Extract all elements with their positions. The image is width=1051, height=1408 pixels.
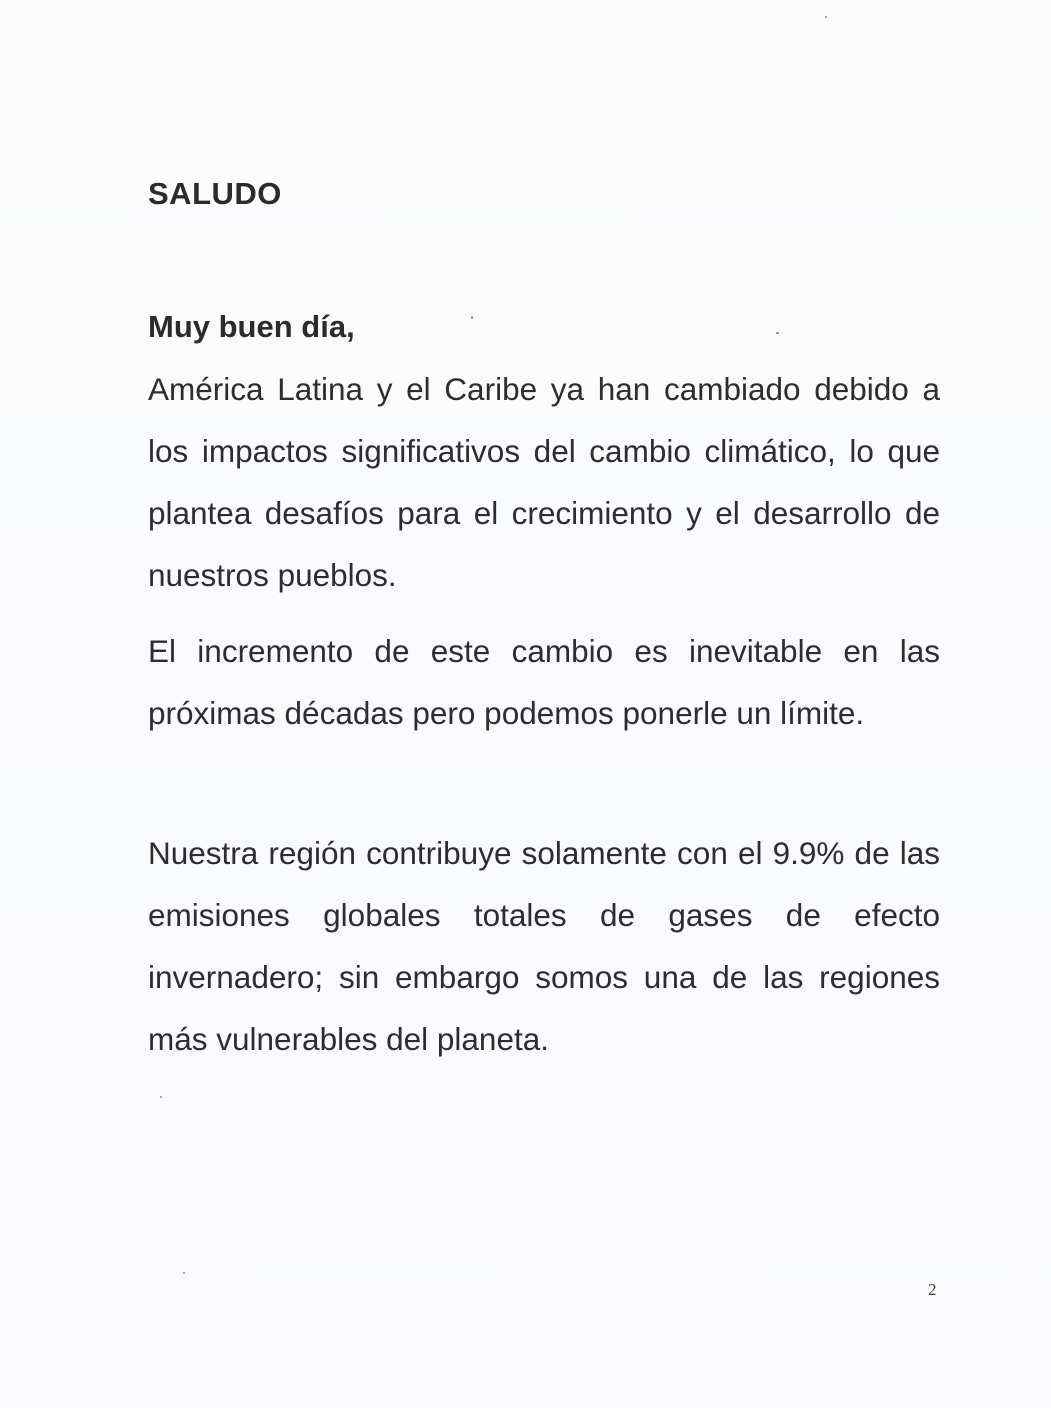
scan-speck [160,1096,162,1098]
scan-speck [183,1272,185,1274]
section-heading: SALUDO [148,176,282,211]
scan-speck [825,16,827,18]
greeting-line: Muy buen día, [148,309,355,344]
page-number: 2 [928,1280,937,1299]
scan-speck [776,332,779,334]
body-paragraph: El incremento de este cambio es inevitable en las próximas décadas pero podemos ponerle un límite. [148,633,940,731]
body-paragraph: Nuestra región contribuye solamente con el 9.9% de las emisiones globales totales de gases de efecto invernadero; sin embargo somos una de las regiones más vulnerables del planeta. [148,835,940,1057]
body-paragraph: América Latina y el Caribe ya han cambiado debido a los impactos significativos del cambio climático, lo que plantea desafíos para el crecimiento y el desarrollo de nuestros pueblos. [148,371,940,593]
scan-speck [471,316,473,319]
